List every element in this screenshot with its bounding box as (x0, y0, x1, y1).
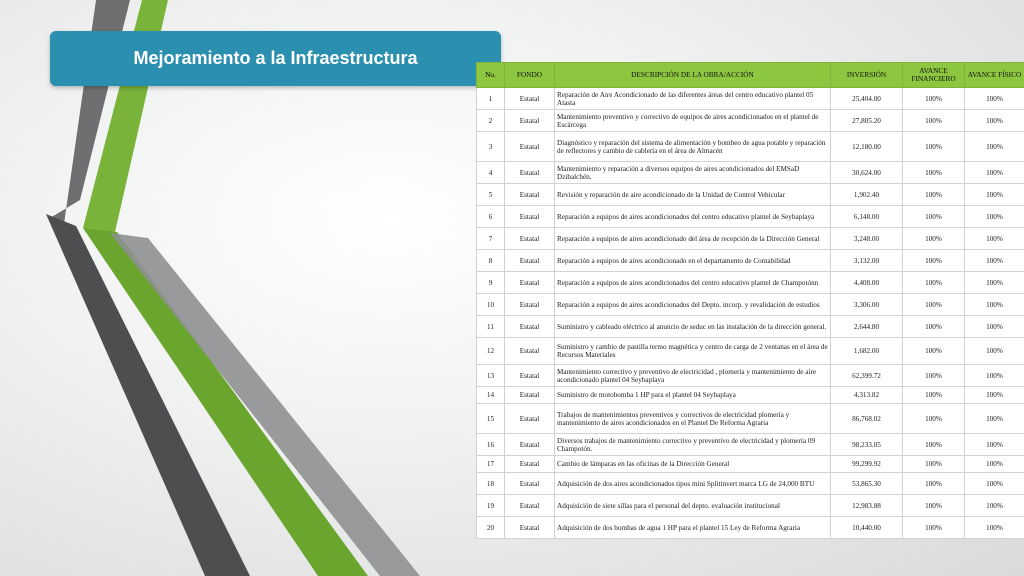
cell-no: 5 (477, 184, 505, 206)
cell-avance-financiero: 100% (903, 517, 965, 539)
table-row (477, 434, 1024, 456)
cell-avance-fisico: 100% (965, 434, 1024, 456)
cell-descripcion: Reparación a equipos de aires acondicionados del centro educativo plantel de Seybaplaya (555, 206, 831, 228)
cell-fondo: Estatal (505, 456, 555, 473)
cell-inversion: 3,132.00 (831, 250, 903, 272)
cell-inversion: 62,399.72 (831, 365, 903, 387)
cell-inversion: 3,306.00 (831, 294, 903, 316)
cell-fondo: Estatal (505, 517, 555, 539)
cell-no: 15 (477, 404, 505, 434)
cell-no: 1 (477, 88, 505, 110)
table-header-row (477, 63, 1024, 88)
cell-avance-financiero: 100% (903, 404, 965, 434)
cell-fondo: Estatal (505, 206, 555, 228)
cell-fondo: Estatal (505, 365, 555, 387)
cell-no: 4 (477, 162, 505, 184)
cell-fondo: Estatal (505, 88, 555, 110)
header-avance-financiero: AVANCE FINANCIERO (903, 63, 965, 88)
cell-avance-fisico: 100% (965, 184, 1024, 206)
cell-avance-financiero: 100% (903, 387, 965, 404)
cell-avance-financiero: 100% (903, 365, 965, 387)
cell-no: 9 (477, 272, 505, 294)
table-row (477, 456, 1024, 473)
cell-no: 20 (477, 517, 505, 539)
cell-avance-fisico: 100% (965, 316, 1024, 338)
cell-inversion: 25,404.00 (831, 88, 903, 110)
cell-avance-financiero: 100% (903, 88, 965, 110)
cell-no: 6 (477, 206, 505, 228)
cell-no: 14 (477, 387, 505, 404)
header-no: No. (477, 63, 505, 88)
cell-descripcion: Reparación a equipos de aires acondicionados del Depto. incorp. y revalidación de estudios (555, 294, 831, 316)
cell-avance-fisico: 100% (965, 456, 1024, 473)
cell-avance-financiero: 100% (903, 206, 965, 228)
cell-no: 2 (477, 110, 505, 132)
green-stripe-lower (83, 228, 368, 576)
cell-descripcion: Mantenimiento correctivo y preventivo de electricidad , plomería y mantenimiento de aire acondicionado plantel 04 Seybaplaya (555, 365, 831, 387)
cell-avance-financiero: 100% (903, 250, 965, 272)
table-row (477, 132, 1024, 162)
cell-no: 11 (477, 316, 505, 338)
cell-descripcion: Diversos trabajos de mantenimiento correctivo y preventivo de electricidad y plomería 09 Champotón. (555, 434, 831, 456)
cell-avance-financiero: 100% (903, 338, 965, 365)
table-row (477, 338, 1024, 365)
cell-fondo: Estatal (505, 132, 555, 162)
cell-fondo: Estatal (505, 228, 555, 250)
cell-descripcion: Cambio de lámparas en las oficinas de la Dirección General (555, 456, 831, 473)
cell-descripcion: Suministro de motobomba 1 HP para el plantel 04 Seybaplaya (555, 387, 831, 404)
cell-avance-financiero: 100% (903, 162, 965, 184)
cell-descripcion: Adquisición de siete sillas para el personal del depto. evaluación institucional (555, 495, 831, 517)
cell-fondo: Estatal (505, 404, 555, 434)
table-row (477, 495, 1024, 517)
cell-no: 12 (477, 338, 505, 365)
cell-no: 13 (477, 365, 505, 387)
cell-descripcion: Revisión y reparación de aire acondicionado de la Unidad de Control Vehicular (555, 184, 831, 206)
table-row (477, 473, 1024, 495)
table-row (477, 88, 1024, 110)
title-banner (50, 31, 501, 86)
table-row (477, 250, 1024, 272)
cell-descripcion: Suministro y cambio de pastilla termo magnética y centro de carga de 2 ventanas en el área de Recursos Materiales (555, 338, 831, 365)
cell-avance-fisico: 100% (965, 294, 1024, 316)
table-row (477, 517, 1024, 539)
cell-inversion: 4,313.82 (831, 387, 903, 404)
cell-avance-fisico: 100% (965, 404, 1024, 434)
cell-avance-fisico: 100% (965, 228, 1024, 250)
table-body (477, 88, 1024, 539)
cell-descripcion: Reparación a equipos de aires acondicionados del centro educativo plantel de Champotónn (555, 272, 831, 294)
cell-descripcion: Adquisición de dos bombas de agua 1 HP para el plantel 15 Ley de Reforma Agraria (555, 517, 831, 539)
cell-no: 3 (477, 132, 505, 162)
cell-fondo: Estatal (505, 110, 555, 132)
cell-inversion: 6,148.00 (831, 206, 903, 228)
header-descripcion: DESCRIPCIÓN DE LA OBRA/ACCIÓN (555, 63, 831, 88)
cell-avance-fisico: 100% (965, 206, 1024, 228)
table-row (477, 387, 1024, 404)
cell-avance-financiero: 100% (903, 473, 965, 495)
cell-descripcion: Trabajos de mantenimientos preventivos y correctivos de electricidad plomería y mantenimiento de aires acondicionados en el Plantel De Reforma Agraria (555, 404, 831, 434)
cell-fondo: Estatal (505, 338, 555, 365)
cell-descripcion: Reparación a equipos de aires acondicionado en el departamento de Contabilidad (555, 250, 831, 272)
cell-inversion: 27,805.20 (831, 110, 903, 132)
cell-avance-financiero: 100% (903, 228, 965, 250)
page-title: Mejoramiento a la Infraestructura (133, 48, 418, 68)
table-row (477, 184, 1024, 206)
cell-fondo: Estatal (505, 272, 555, 294)
cell-fondo: Estatal (505, 294, 555, 316)
cell-fondo: Estatal (505, 250, 555, 272)
table-row (477, 365, 1024, 387)
cell-avance-fisico: 100% (965, 387, 1024, 404)
table-row (477, 272, 1024, 294)
cell-no: 17 (477, 456, 505, 473)
infrastructure-table (476, 62, 1024, 539)
cell-inversion: 30,624.00 (831, 162, 903, 184)
cell-descripcion: Adquisición de dos aires acondicionados tipos mini Splitinvert marca LG de 24,000 BTU (555, 473, 831, 495)
cell-fondo: Estatal (505, 495, 555, 517)
cell-avance-fisico: 100% (965, 250, 1024, 272)
cell-inversion: 12,983.88 (831, 495, 903, 517)
cell-avance-fisico: 100% (965, 132, 1024, 162)
cell-descripcion: Diagnóstico y reparación del sistema de alimentación y bombeo de agua potable y reparación de reflectores y cambio de cablería en el área de Almacén (555, 132, 831, 162)
cell-inversion: 99,299.92 (831, 456, 903, 473)
cell-inversion: 2,644.80 (831, 316, 903, 338)
cell-fondo: Estatal (505, 162, 555, 184)
cell-avance-fisico: 100% (965, 162, 1024, 184)
cell-avance-financiero: 100% (903, 456, 965, 473)
table-row (477, 110, 1024, 132)
cell-avance-fisico: 100% (965, 110, 1024, 132)
cell-avance-fisico: 100% (965, 88, 1024, 110)
cell-avance-fisico: 100% (965, 473, 1024, 495)
cell-fondo: Estatal (505, 473, 555, 495)
cell-inversion: 3,248.00 (831, 228, 903, 250)
cell-inversion: 86,768.02 (831, 404, 903, 434)
cell-fondo: Estatal (505, 316, 555, 338)
cell-inversion: 1,902.40 (831, 184, 903, 206)
table-row (477, 404, 1024, 434)
cell-avance-financiero: 100% (903, 294, 965, 316)
table-row (477, 228, 1024, 250)
cell-inversion: 53,865.30 (831, 473, 903, 495)
cell-inversion: 1,682.00 (831, 338, 903, 365)
cell-fondo: Estatal (505, 184, 555, 206)
header-avance-fisico: AVANCE FÍSICO (965, 63, 1024, 88)
cell-avance-fisico: 100% (965, 517, 1024, 539)
cell-avance-financiero: 100% (903, 434, 965, 456)
cell-avance-financiero: 100% (903, 316, 965, 338)
cell-avance-fisico: 100% (965, 365, 1024, 387)
cell-avance-fisico: 100% (965, 495, 1024, 517)
table-row (477, 294, 1024, 316)
cell-no: 19 (477, 495, 505, 517)
table-row (477, 316, 1024, 338)
cell-no: 8 (477, 250, 505, 272)
cell-descripcion: Reparación de Aire Acondicionado de las diferentes áreas del centro educativo plantel 05 Atasta (555, 88, 831, 110)
cell-avance-financiero: 100% (903, 110, 965, 132)
cell-descripcion: Suministro y cableado eléctrico al anuncio de seduc en las instalación de la dirección general. (555, 316, 831, 338)
cell-descripcion: Reparación a equipos de aires acondicionado del área de recepción de la Dirección General (555, 228, 831, 250)
cell-inversion: 10,440.00 (831, 517, 903, 539)
cell-avance-financiero: 100% (903, 184, 965, 206)
cell-no: 7 (477, 228, 505, 250)
cell-avance-financiero: 100% (903, 495, 965, 517)
cell-avance-financiero: 100% (903, 132, 965, 162)
cell-inversion: 12,180.00 (831, 132, 903, 162)
cell-avance-financiero: 100% (903, 272, 965, 294)
table-row (477, 206, 1024, 228)
cell-no: 10 (477, 294, 505, 316)
cell-descripcion: Mantenimiento y reparación a diversos equipos de aires acondicionados del EMSaD Dzibalchén. (555, 162, 831, 184)
cell-fondo: Estatal (505, 434, 555, 456)
cell-avance-fisico: 100% (965, 272, 1024, 294)
header-inversion: INVERSIÓN (831, 63, 903, 88)
cell-avance-fisico: 100% (965, 338, 1024, 365)
cell-fondo: Estatal (505, 387, 555, 404)
header-fondo: FONDO (505, 63, 555, 88)
table-row (477, 162, 1024, 184)
cell-descripcion: Mantenimiento preventivo y correctivo de equipos de aires acondicionados en el plantel de Escárcega (555, 110, 831, 132)
cell-no: 18 (477, 473, 505, 495)
cell-inversion: 4,408.00 (831, 272, 903, 294)
cell-no: 16 (477, 434, 505, 456)
cell-inversion: 98,233.05 (831, 434, 903, 456)
